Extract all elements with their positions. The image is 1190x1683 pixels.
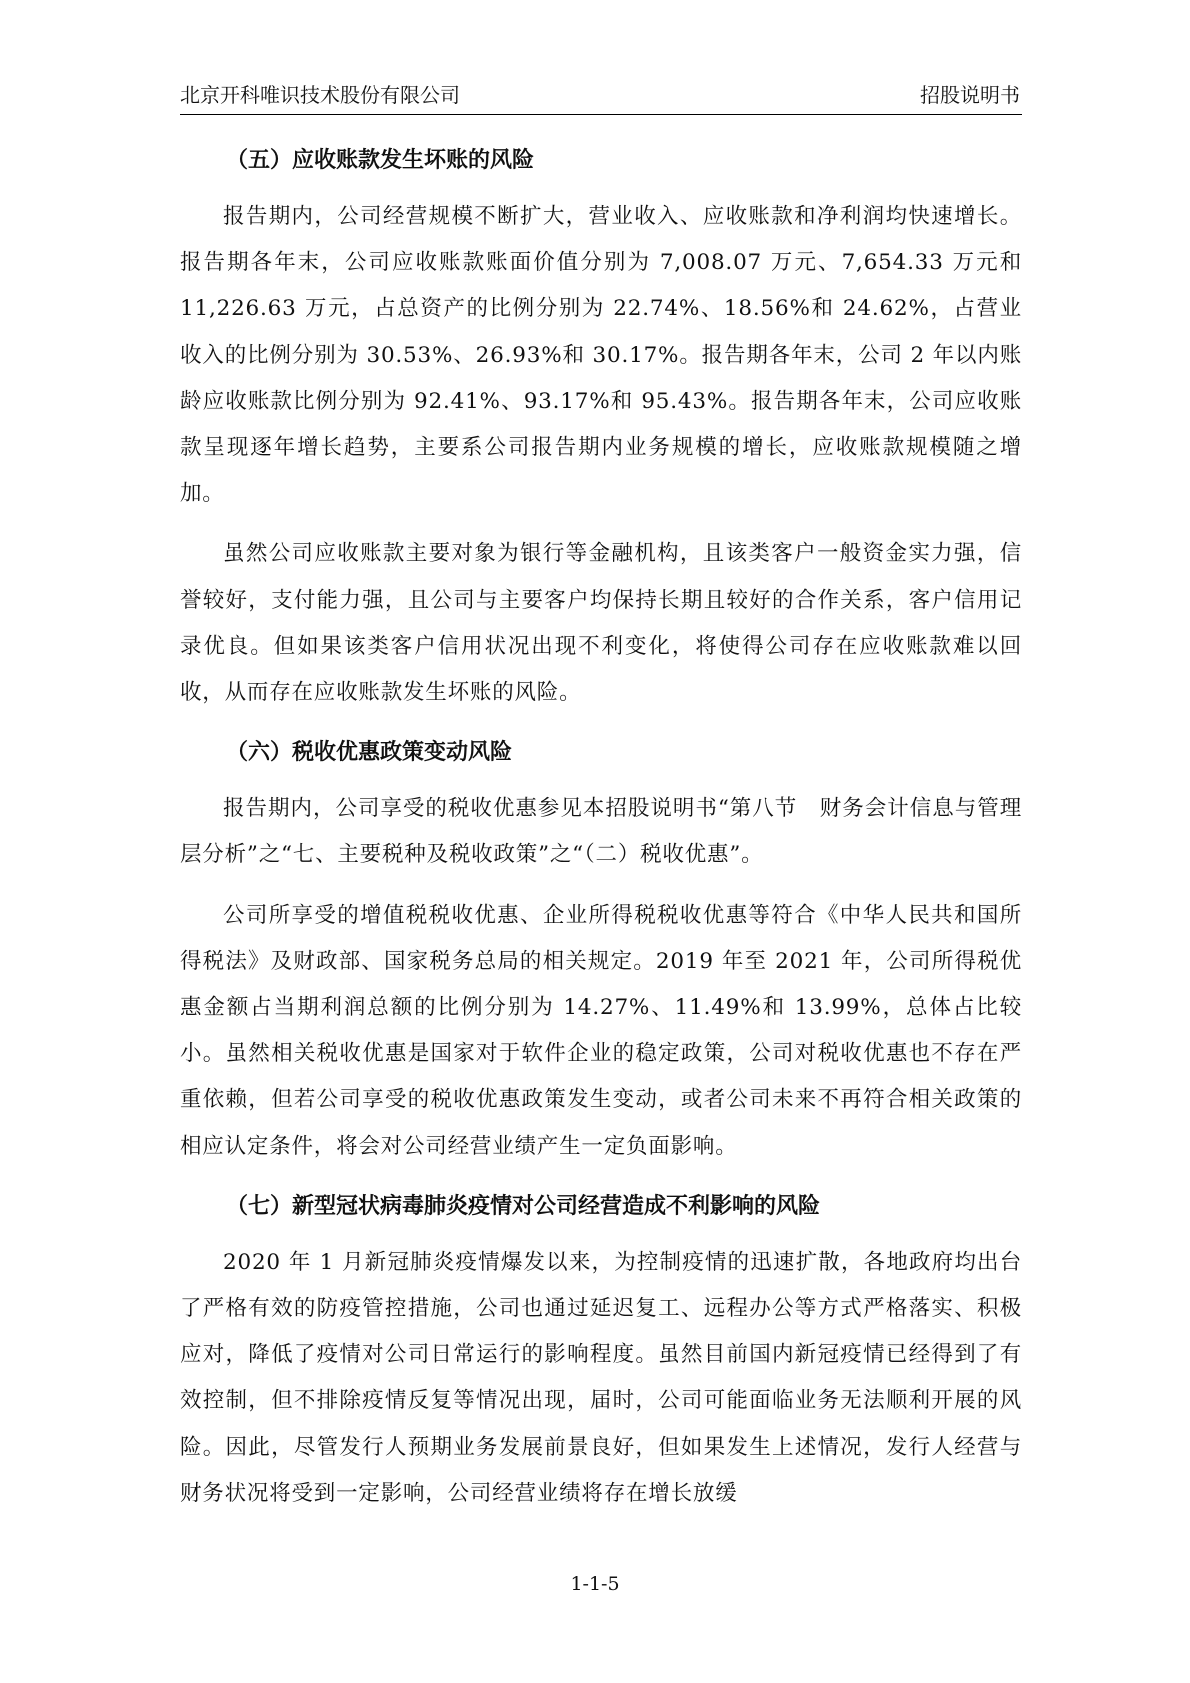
section-bad-debt-risk xyxy=(180,138,1022,716)
paragraph: 2020 年 1 月新冠肺炎疫情爆发以来，为控制疫情的迅速扩散，各地政府均出台了严格有效的防疫管控措施，公司也通过延迟复工、远程办公等方式严格落实、积极应对，降低了疫情对公司日常运行的影响程度。虽然目前国内新冠疫情已经得到了有效控制，但不排除疫情反复等情况出现，届时，公司可能面临业务无法顺利开展的风险。因此，尽管发行人预期业务发展前景良好，但如果发生上述情况，发行人经营与财务状况将受到一定影响，公司经营业绩将存在增长放缓 xyxy=(180,1249,1022,1506)
paragraph: 虽然公司应收账款主要对象为银行等金融机构，且该类客户一般资金实力强，信誉较好，支付能力强，且公司与主要客户均保持长期且较好的合作关系，客户信用记录优良。但如果该类客户信用状况出现不利变化，将使得公司存在应收账款难以回收，从而存在应收账款发生坏账的风险。 xyxy=(180,541,1022,706)
section-covid-risk xyxy=(180,1184,1022,1517)
header-company-name: 北京开科唯识技术股份有限公司 xyxy=(180,83,460,107)
paragraph: 报告期内，公司经营规模不断扩大，营业收入、应收账款和净利润均快速增长。报告期各年末，公司应收账款账面价值分别为 7,008.07 万元、7,654.33 万元和 11,226.63 万元，占总资产的比例分别为 22.74%、18.56%和 24.62%，占营业收入的比例分别为 30.53%、26.93%和 30.17%。报告期各年末，公司 2 年以内账龄应收账款比例分别为 92.41%、93.17%和 95.43%。报告期各年末，公司应收账款呈现逐年增长趋势，主要系公司报告期内业务规模的增长，应收账款规模随之增加。 xyxy=(180,204,1022,507)
header-document-type: 招股说明书 xyxy=(920,83,1020,107)
section-title: （六）税收优惠政策变动风险 xyxy=(226,740,513,766)
document-body xyxy=(180,138,1022,1517)
page-header xyxy=(180,80,1022,115)
section-title: （七）新型冠状病毒肺炎疫情对公司经营造成不利影响的风险 xyxy=(226,1193,821,1219)
section-tax-policy-risk xyxy=(180,730,1022,1170)
paragraph: 公司所享受的增值税税收优惠、企业所得税税收优惠等符合《中华人民共和国所得税法》及财政部、国家税务总局的相关规定。2019 年至 2021 年，公司所得税优惠金额占当期利润总额的比例分别为 14.27%、11.49%和 13.99%，总体占比较小。虽然相关税收优惠是国家对于软件企业的稳定政策，公司对税收优惠也不存在严重依赖，但若公司享受的税收优惠政策发生变动，或者公司未来不再符合相关政策的相应认定条件，将会对公司经营业绩产生一定负面影响。 xyxy=(180,902,1022,1159)
page-number: 1-1-5 xyxy=(570,1573,620,1595)
section-title: （五）应收账款发生坏账的风险 xyxy=(226,148,535,173)
paragraph: 报告期内，公司享受的税收优惠参见本招股说明书“第八节 财务会计信息与管理层分析”之“七、主要税种及税收政策”之“（二）税收优惠”。 xyxy=(180,796,1022,868)
